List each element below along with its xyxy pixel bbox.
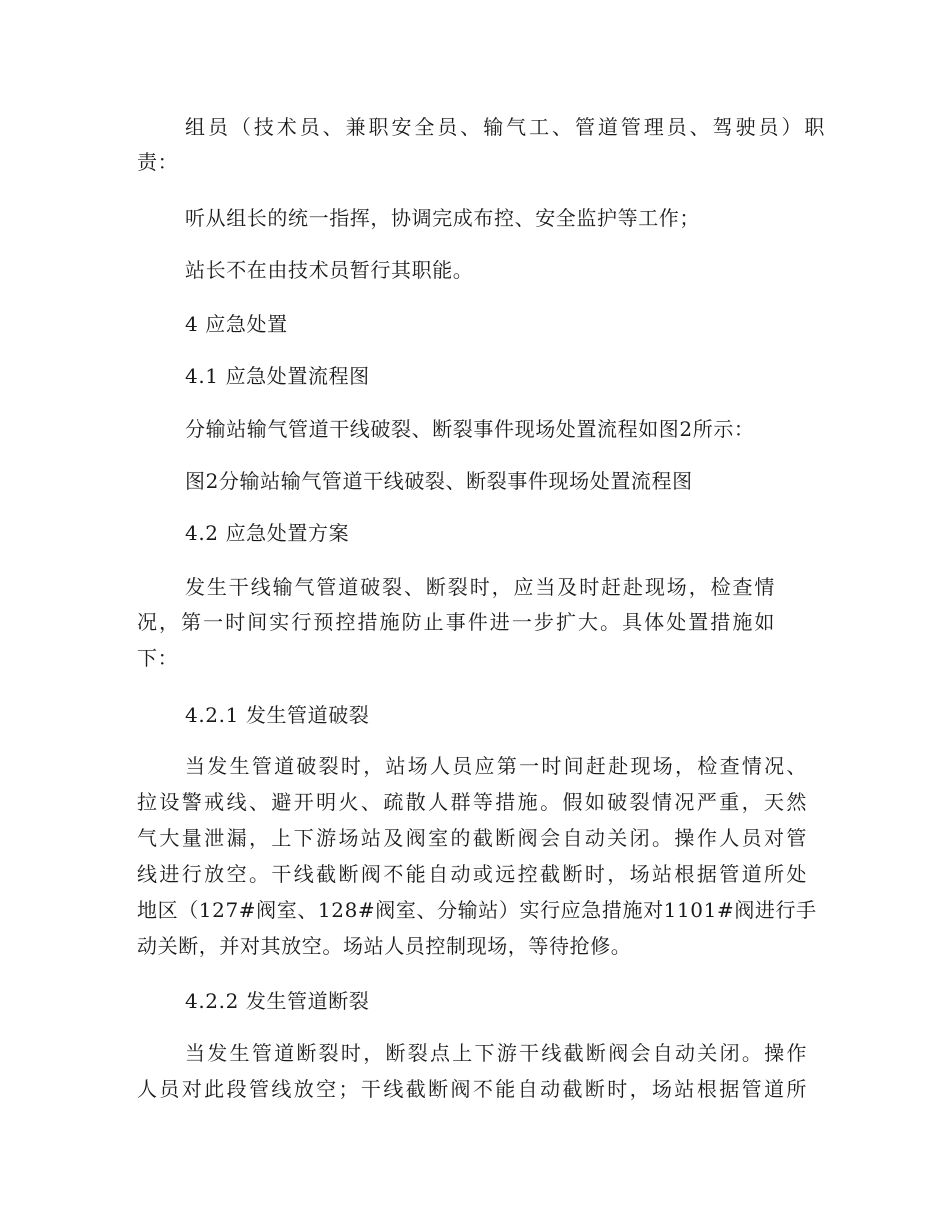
section-heading: 4 应急处置 [185,312,288,336]
text-line: 当发生管道断裂时，断裂点上下游干线截断阀会自动关闭。操作 [185,1041,807,1065]
text-line: 拉设警戒线、避开明火、疏散人群等措施。假如破裂情况严重，天然 [137,790,807,814]
text-line: 下： [137,646,179,670]
text-line: 站长不在由技术员暂行其职能。 [185,258,474,282]
text-line: 人员对此段管线放空；干线截断阀不能自动截断时，场站根据管道所 [137,1077,807,1101]
text-line: 分输站输气管道干线破裂、断裂事件现场处置流程如图2所示： [185,417,755,441]
text-line: 线进行放空。干线截断阀不能自动或远控截断时，场站根据管道所处 [137,862,807,886]
text-line: 责： [137,150,179,174]
text-line: 发生干线输气管道破裂、断裂时，应当及时赶赴现场，检查情 [185,575,775,599]
section-heading: 4.2.1 发生管道破裂 [185,703,370,727]
text-line: 地区（127#阀室、128#阀室、分输站）实行应急措施对1101#阀进行手 [137,898,817,922]
section-heading: 4.2.2 发生管道断裂 [185,989,370,1013]
text-line: 组员（技术员、兼职安全员、输气工、管道管理员、驾驶员）职 [185,115,825,139]
text-line: 听从组长的统一指挥，协调完成布控、安全监护等工作； [185,206,700,230]
text-line: 当发生管道破裂时，站场人员应第一时间赶赴现场，检查情况、 [185,754,807,778]
section-heading: 4.1 应急处置流程图 [185,364,370,388]
text-line: 况，第一时间实行预控措施防止事件进一步扩大。具体处置措施如 [137,610,775,634]
figure-caption: 图2分输站输气管道干线破裂、断裂事件现场处置流程图 [185,469,693,493]
text-line: 气大量泄漏，上下游场站及阀室的截断阀会自动关闭。操作人员对管 [137,826,807,850]
section-heading: 4.2 应急处置方案 [185,521,350,545]
text-line: 动关断，并对其放空。场站人员控制现场，等待抢修。 [137,934,632,958]
